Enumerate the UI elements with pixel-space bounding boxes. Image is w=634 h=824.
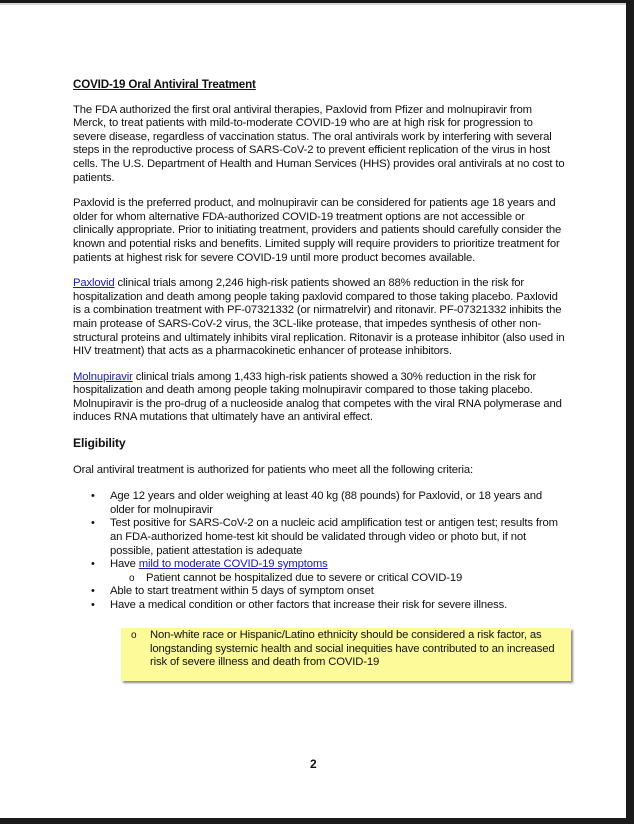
document-content bbox=[73, 78, 565, 613]
criteria-text: Age 12 years and older weighing at least 40 kg (88 pounds) for Paxlovid, or 18 years and older for molnupiravir bbox=[110, 490, 543, 516]
bullet-icon: • bbox=[91, 585, 95, 598]
paxlovid-link[interactable]: Paxlovid bbox=[73, 277, 115, 290]
criteria-item bbox=[91, 490, 565, 517]
bullet-icon: • bbox=[91, 490, 95, 503]
section-title: COVID-19 Oral Antiviral Treatment bbox=[73, 78, 256, 91]
molnupiravir-link[interactable]: Molnupiravir bbox=[73, 370, 133, 383]
bullet-icon: • bbox=[91, 599, 95, 611]
criteria-item bbox=[91, 558, 565, 585]
criteria-text: Have a medical condition or other factors that increase their risk for severe illness. bbox=[110, 599, 508, 611]
sub-criteria-text: Patient cannot be hospitalized due to severe or critical COVID-19 bbox=[146, 571, 463, 584]
eligibility-heading: Eligibility bbox=[73, 436, 126, 451]
molnupiravir-text: clinical trials among 1,433 high-risk patients showed a 30% reduction in the risk for hospitalization and death among people taking molnupiravir compared to those taking placebo. Molnupiravir is the pro-drug of a nucleoside analog that competes with the viral RNA polymerase and induces RNA mutations that ultimately have an antiviral effect. bbox=[73, 370, 562, 424]
criteria-item bbox=[91, 517, 565, 558]
sub-bullet-icon: o bbox=[129, 572, 135, 584]
sub-criteria-item bbox=[127, 572, 565, 586]
sub-bullet-icon: o bbox=[131, 630, 137, 641]
criteria-text: Test positive for SARS-CoV-2 on a nucleic acid amplification test or antigen test; results from an FDA-authorized home-test kit should be validated through video or photo but, if not possible, patient attestation is adequate bbox=[110, 517, 558, 557]
page-number: 2 bbox=[310, 757, 317, 771]
bullet-icon: • bbox=[91, 558, 95, 571]
eligibility-intro: Oral antiviral treatment is authorized for patients who meet all the following criteria: bbox=[73, 463, 473, 476]
symptoms-link[interactable]: mild to moderate COVID-19 symptoms bbox=[138, 558, 328, 571]
criteria-text: Able to start treatment within 5 days of symptom onset bbox=[110, 585, 374, 598]
criteria-item bbox=[91, 585, 565, 599]
intro-paragraph: The FDA authorized the first oral antiviral therapies, Paxlovid from Pfizer and molnupiravir from Merck, to treat patients with mild-to-moderate COVID-19 who are at high risk for progression to severe disease, regardless of vaccination status. The oral antivirals work by interfering with several steps in the reproductive process of SARS-CoV-2 to prevent efficient replication of the virus in host cells. The U.S. Department of Health and Human Services (HHS) provides oral antivirals at no cost to patients. bbox=[73, 103, 565, 184]
bullet-icon: • bbox=[91, 517, 95, 530]
preferred-product-paragraph: Paxlovid is the preferred product, and molnupiravir can be considered for patients age 18 years and older for whom alternative FDA-authorized COVID-19 treatment options are not accessible or clinically appropriate. Prior to initiating treatment, providers and patients should carefully consider the known and potential risks and benefits. Limited supply will require providers to prioritize treatment for patients at highest risk for severe COVID-19 until more product becomes available. bbox=[73, 197, 562, 264]
paxlovid-paragraph bbox=[73, 277, 565, 359]
highlighted-sub-criteria-item bbox=[131, 629, 561, 670]
criteria-list bbox=[73, 490, 565, 612]
sub-criteria-list bbox=[110, 572, 565, 586]
criteria-item bbox=[91, 599, 565, 613]
document-page bbox=[0, 3, 626, 818]
paxlovid-text: clinical trials among 2,246 high-risk patients showed an 88% reduction in the risk for hospitalization and death among people taking paxlovid compared to those taking placebo. Paxlovid is a combination treatment with PF-07321332 (or nirmatrelvir) and ritonavir. PF-07321332 inhibits the main protease of SARS-CoV-2 virus, the 3CL-like protease, that impedes synthesis of other non-structural proteins and ultimately inhibits viral replication. Ritonavir is a protease inhibitor (also used in HIV treatment) that acts as a pharmacokinetic enhancer of protease inhibitors. bbox=[73, 277, 565, 358]
molnupiravir-paragraph bbox=[73, 371, 565, 425]
highlighted-sub-criteria-text: Non-white race or Hispanic/Latino ethnicity should be considered a risk factor, as longstanding systemic health and social inequities have contributed to an increased risk of severe illness and death from COVID-19 bbox=[150, 629, 555, 669]
criteria-text: Have bbox=[110, 558, 139, 571]
